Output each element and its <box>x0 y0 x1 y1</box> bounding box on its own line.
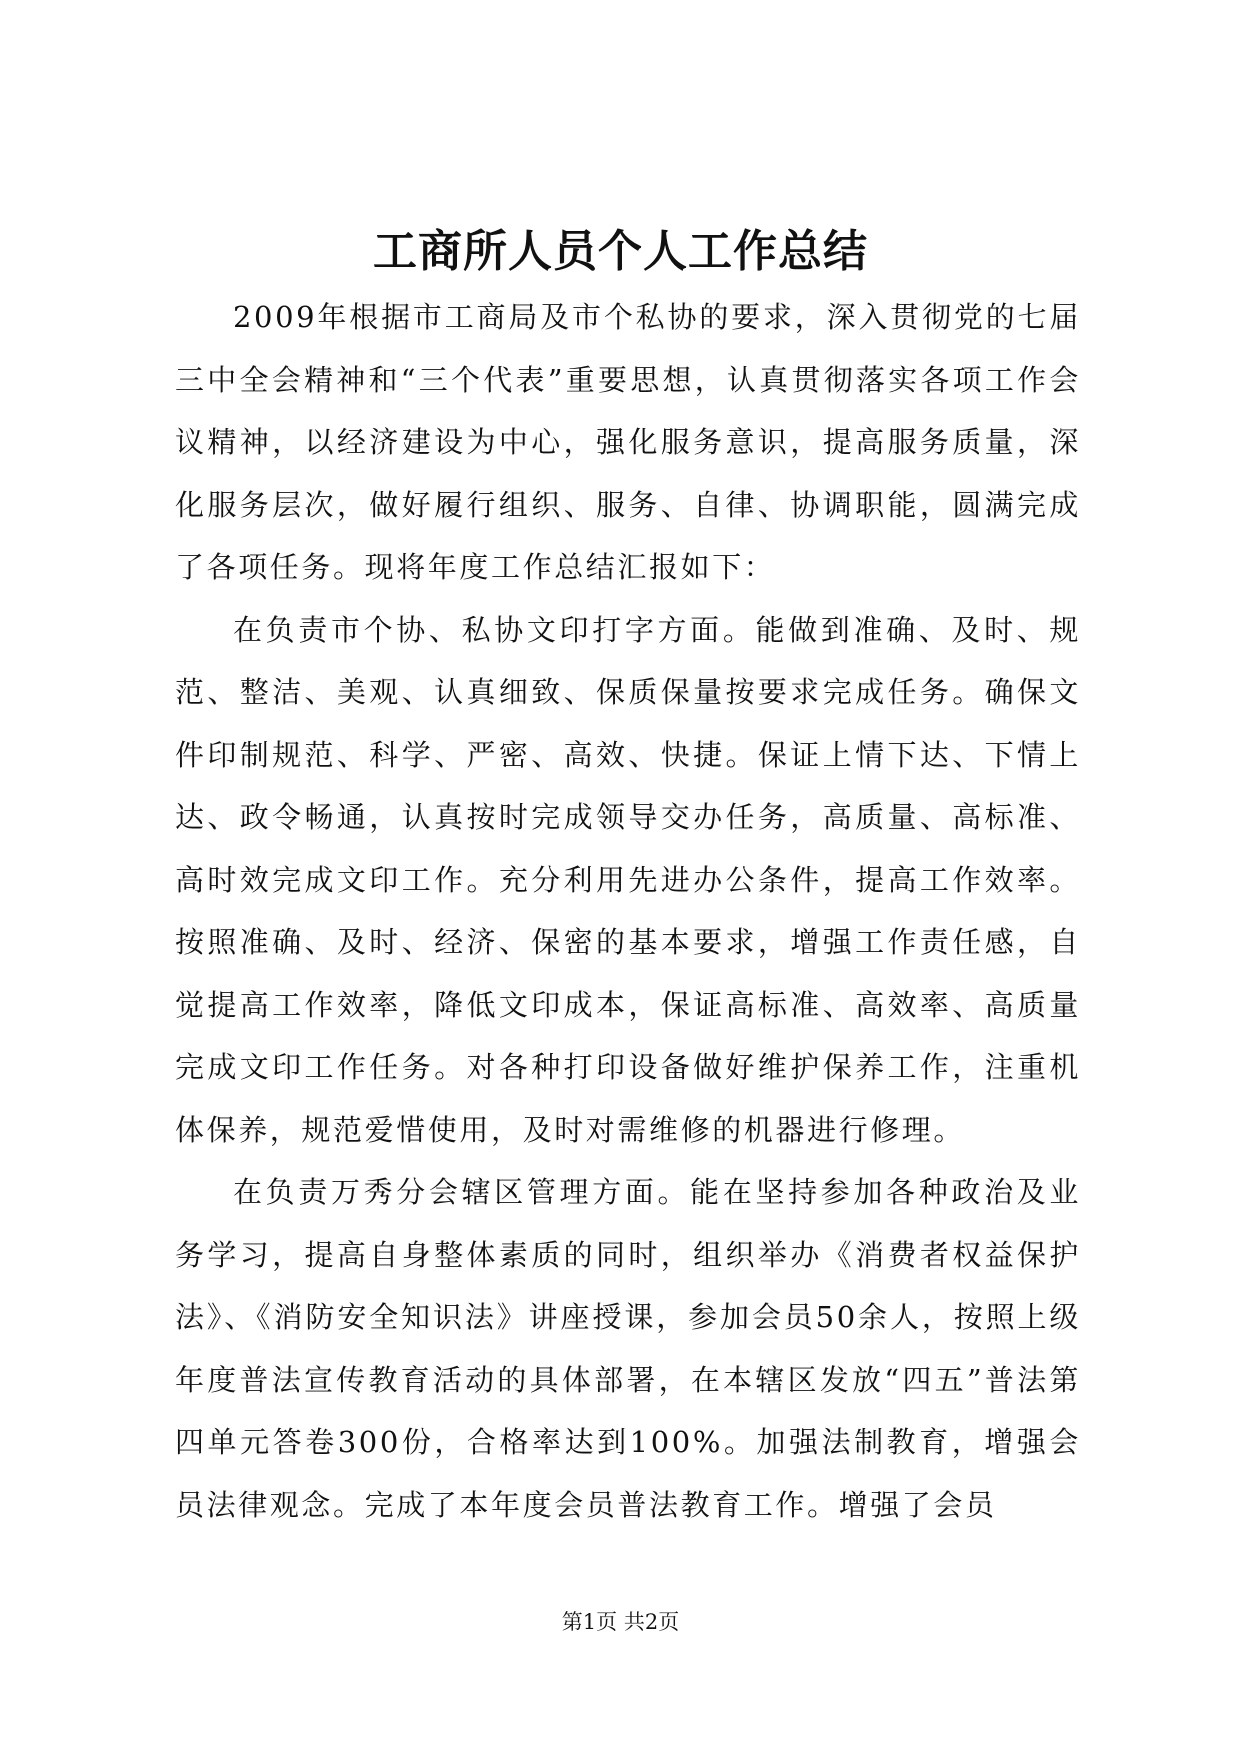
paragraph-intro: 2009年根据市工商局及市个私协的要求，深入贯彻党的七届三中全会精神和“三个代表”重要思想，认真贯彻落实各项工作会议精神，以经济建设为中心，强化服务意识，提高服务质量，深化服务层次，做好履行组织、服务、自律、协调职能，圆满完成了各项任务。现将年度工作总结汇报如下： <box>175 300 1081 584</box>
document-body <box>175 286 1081 1536</box>
page-footer: 第1页 共2页 <box>561 1610 680 1634</box>
paragraph-typing-work: 在负责市个协、私协文印打字方面。能做到准确、及时、规范、整洁、美观、认真细致、保质保量按要求完成任务。确保文件印制规范、科学、严密、高效、快捷。保证上情下达、下情上达、政令畅通，认真按时完成领导交办任务，高质量、高标准、高时效完成文印工作。充分利用先进办公条件，提高工作效率。按照准确、及时、经济、保密的基本要求，增强工作责任感，自觉提高工作效率，降低文印成本，保证高标准、高效率、高质量完成文印工作任务。对各种打印设备做好维护保养工作，注重机体保养，规范爱惜使用，及时对需维修的机器进行修理。 <box>175 612 1081 1147</box>
document-title: 工商所人员个人工作总结 <box>373 226 868 277</box>
paragraph-district-management: 在负责万秀分会辖区管理方面。能在坚持参加各种政治及业务学习，提高自身整体素质的同时，组织举办《消费者权益保护法》、《消防安全知识法》讲座授课，参加会员50余人，按照上级年度普法宣传教育活动的具体部署，在本辖区发放“四五”普法第四单元答卷300份，合格率达到100%。加强法制教育，增强会员法律观念。完成了本年度会员普法教育工作。增强了会员 <box>175 1175 1081 1522</box>
